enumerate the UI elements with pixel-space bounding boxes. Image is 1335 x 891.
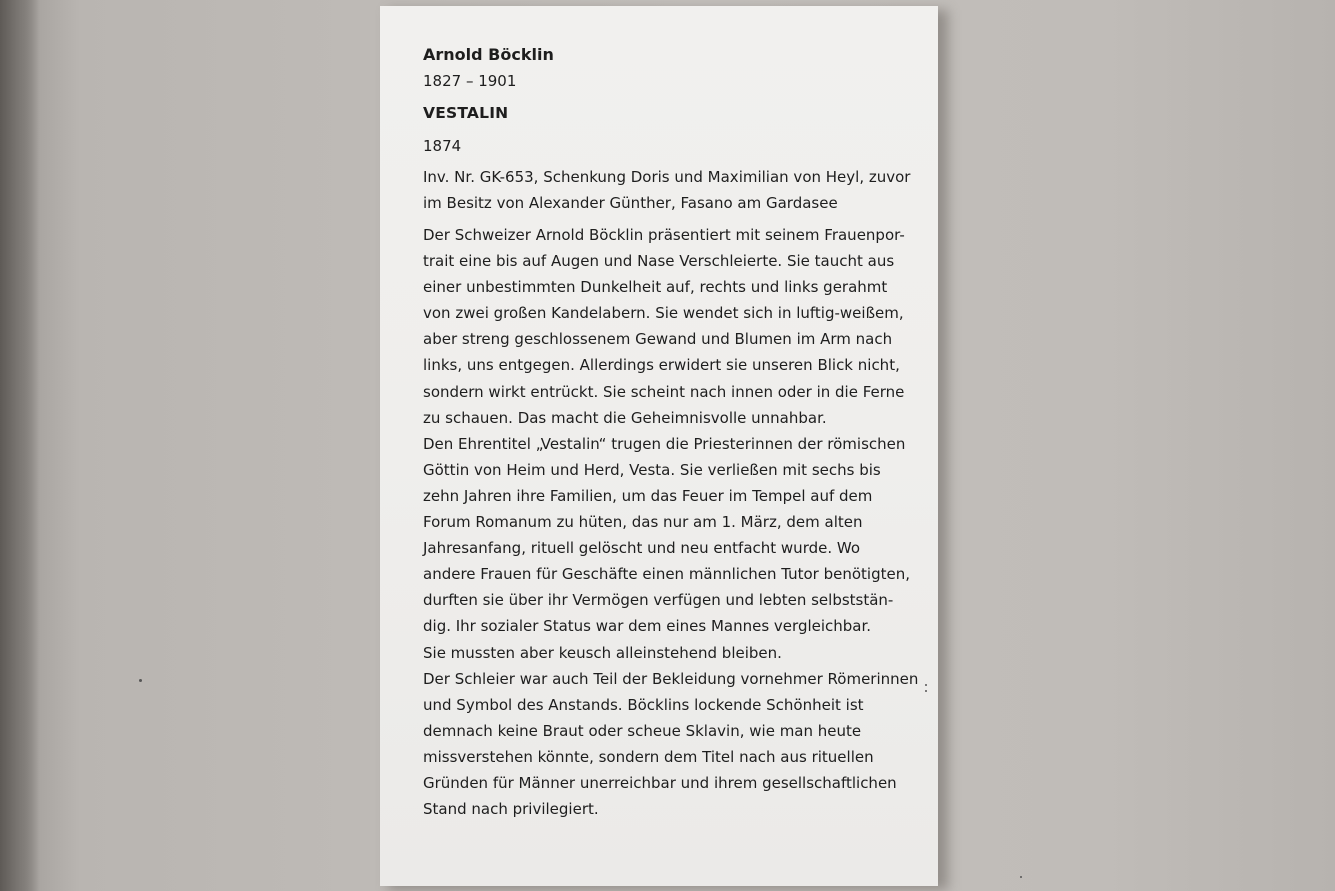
description-line: und Symbol des Anstands. Böcklins lockende Schönheit ist [423,695,864,714]
description-line: Jahresanfang, rituell gelöscht und neu entfacht wurde. Wo [423,539,861,558]
description-line: Forum Romanum zu hüten, das nur am 1. März, dem alten [423,513,863,532]
description-line: von zwei großen Kandelabern. Sie wendet sich in luftig-weißem, [423,304,904,323]
inventory-line: Inv. Nr. GK-653, Schenkung Doris und Maximilian von Heyl, zuvor [423,168,911,186]
description-line: Sie mussten aber keusch alleinstehend bleiben. [423,643,782,662]
description-line: demnach keine Braut oder scheue Sklavin, wie man heute [423,721,862,740]
description-line: Den Ehrentitel „Vestalin“ trugen die Priesterinnen der römischen [423,434,906,453]
artist-years: 1827 – 1901 [423,72,517,90]
wall-speck [925,690,927,692]
description-line: durften sie über ihr Vermögen verfügen und lebten selbststän- [423,591,894,610]
description-line: zehn Jahren ihre Familien, um das Feuer im Tempel auf dem [423,486,873,505]
museum-label-card [380,6,938,886]
description-text [423,222,938,822]
wall-speck [139,679,142,682]
description-line: zu schauen. Das macht die Geheimnisvolle unnahbar. [423,408,827,427]
description-line: trait eine bis auf Augen und Nase Verschleierte. Sie taucht aus [423,252,895,271]
description-line: aber streng geschlossenem Gewand und Blumen im Arm nach [423,330,893,349]
description-line: missverstehen könnte, sondern dem Titel nach aus rituellen [423,747,874,766]
wall-speck [1020,876,1022,878]
description-line: Stand nach privilegiert. [423,800,599,819]
description-line: Der Schweizer Arnold Böcklin präsentiert mit seinem Frauenpor- [423,226,905,244]
artwork-title: VESTALIN [423,104,509,122]
description-line: Gründen für Männer unerreichbar und ihrem gesellschaftlichen [423,773,897,792]
description-line: sondern wirkt entrückt. Sie scheint nach innen oder in die Ferne [423,382,905,401]
description-line: Göttin von Heim und Herd, Vesta. Sie verließen mit sechs bis [423,460,881,479]
artist-name: Arnold Böcklin [423,45,554,64]
description-line: andere Frauen für Geschäfte einen männlichen Tutor benötigten, [423,565,911,584]
wall-shadow-edge [0,0,40,891]
description-line: Der Schleier war auch Teil der Bekleidung vornehmer Römerinnen [423,669,919,688]
description-line: einer unbestimmten Dunkelheit auf, rechts und links gerahmt [423,278,888,297]
inventory-info [423,164,938,216]
description-line: links, uns entgegen. Allerdings erwidert sie unseren Blick nicht, [423,356,900,375]
wall-speck [925,684,927,686]
inventory-line: im Besitz von Alexander Günther, Fasano am Gardasee [423,194,838,212]
description-line: dig. Ihr sozialer Status war dem eines Mannes vergleichbar. [423,617,872,636]
artwork-date: 1874 [423,137,462,155]
